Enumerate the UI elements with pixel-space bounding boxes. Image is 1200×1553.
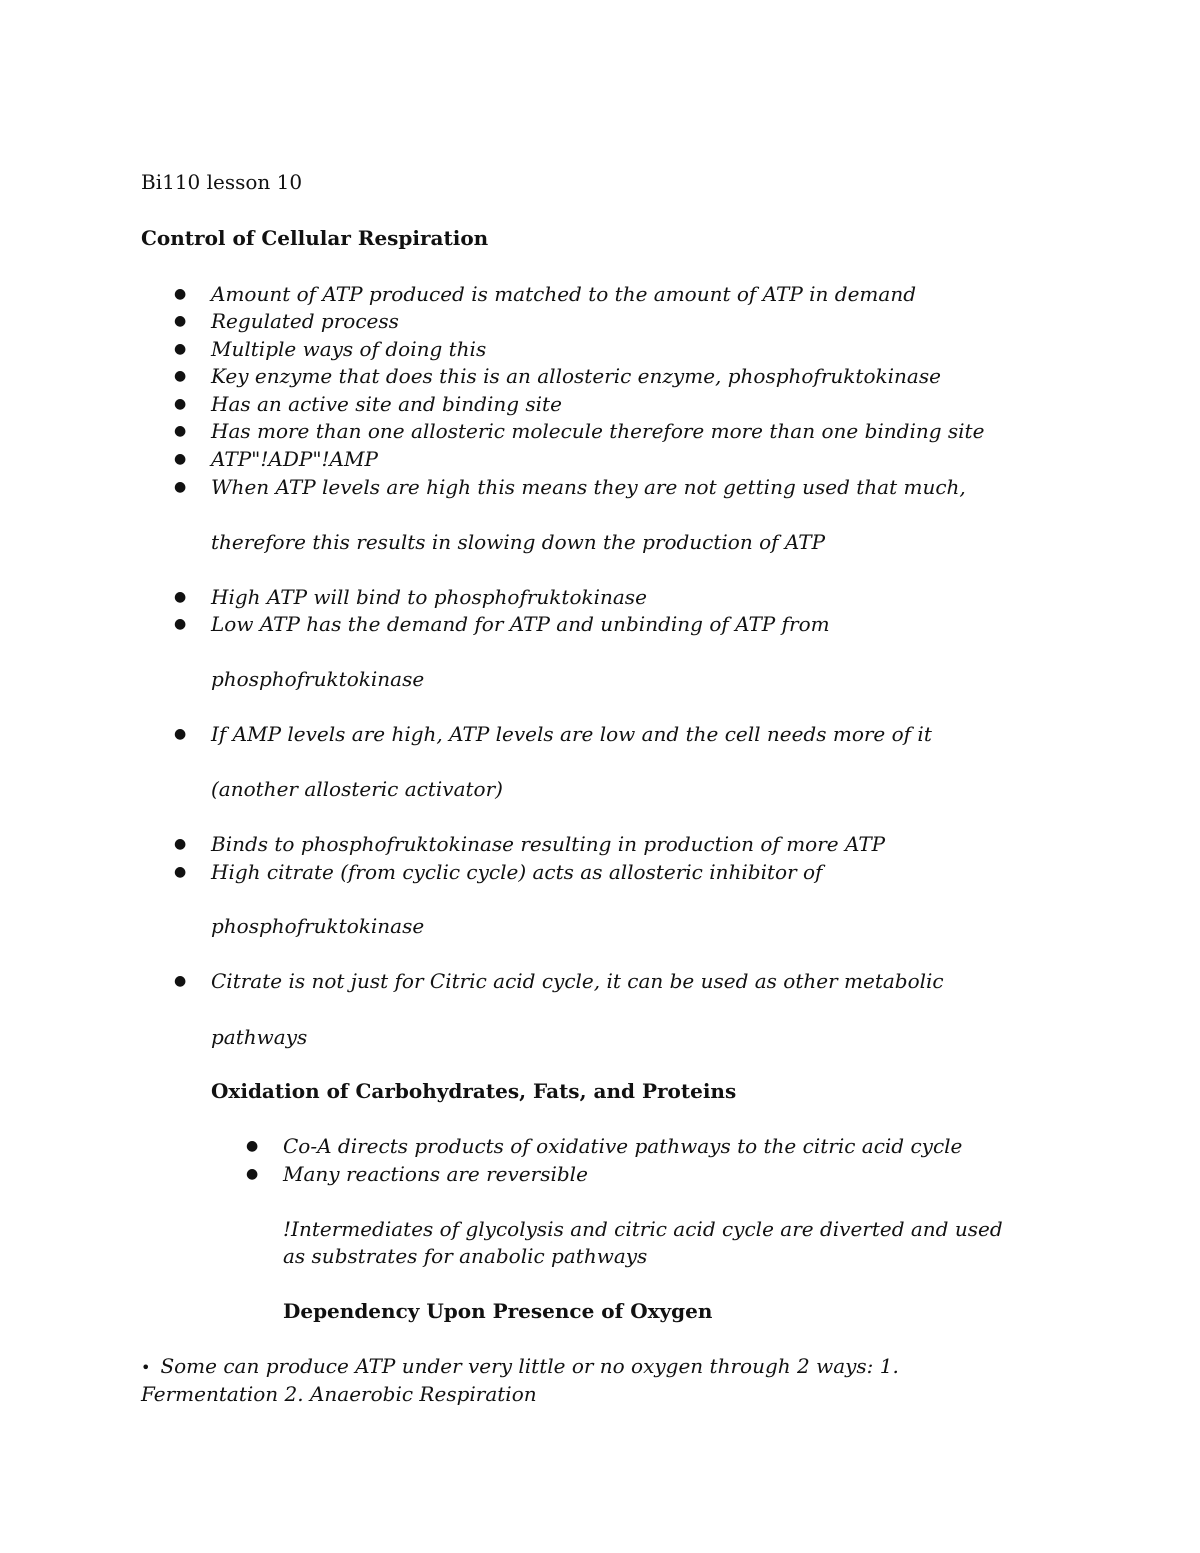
list-item: Co-A directs products of oxidative pathways to the citric acid cycle	[283, 1134, 963, 1158]
continuation-text: phosphofruktokinase	[211, 914, 425, 938]
paragraph-text: Some can produce ATP under very little or no oxygen through 2 ways: 1. Fermentation 2. Anaerobic Respiration	[141, 1354, 899, 1406]
paragraph-oxygen	[141, 1353, 1021, 1408]
list-item: Citrate is not just for Citric acid cycle, it can be used as other metabolic	[211, 969, 944, 993]
bullet-icon: •	[141, 1358, 151, 1377]
document-title: Bi110 lesson 10	[141, 170, 303, 194]
continuation-text: therefore this results in slowing down the production of ATP	[211, 530, 826, 554]
bullet-icon: ●	[174, 451, 187, 467]
list-item: High citrate (from cyclic cycle) acts as allosteric inhibitor of	[211, 860, 823, 884]
list-item: ATP"!ADP"!AMP	[211, 447, 378, 471]
bullet-icon: ●	[174, 864, 187, 880]
section-heading-oxidation: Oxidation of Carbohydrates, Fats, and Proteins	[211, 1079, 737, 1103]
list-item: High ATP will bind to phosphofruktokinase	[211, 585, 647, 609]
bullet-icon: ●	[174, 341, 187, 357]
bullet-icon: ●	[174, 836, 187, 852]
list-item: Has an active site and binding site	[211, 392, 562, 416]
list-item: Binds to phosphofruktokinase resulting in production of more ATP	[211, 832, 886, 856]
section-heading-control: Control of Cellular Respiration	[141, 226, 489, 250]
bullet-icon: ●	[174, 368, 187, 384]
bullet-icon: ●	[174, 589, 187, 605]
list-item: Key enzyme that does this is an allosteric enzyme, phosphofruktokinase	[211, 364, 941, 388]
bullet-icon: ●	[246, 1166, 259, 1182]
bullet-icon: ●	[246, 1138, 259, 1154]
continuation-text: (another allosteric activator)	[211, 777, 503, 801]
list-item: Amount of ATP produced is matched to the amount of ATP in demand	[211, 282, 916, 306]
continuation-text: pathways	[211, 1025, 308, 1049]
bullet-icon: ●	[174, 616, 187, 632]
list-item: Has more than one allosteric molecule therefore more than one binding site	[211, 419, 985, 443]
list-item: Many reactions are reversible	[283, 1162, 588, 1186]
list-item: When ATP levels are high this means they are not getting used that much,	[211, 475, 966, 499]
bullet-icon: ●	[174, 286, 187, 302]
bullet-icon: ●	[174, 726, 187, 742]
bullet-icon: ●	[174, 396, 187, 412]
list-item: Multiple ways of doing this	[211, 337, 487, 361]
list-item: Regulated process	[211, 309, 399, 333]
note-text: !Intermediates of glycolysis and citric acid cycle are diverted and used as substrates for anabolic pathways	[283, 1217, 1003, 1268]
bullet-icon: ●	[174, 479, 187, 495]
list-item: Low ATP has the demand for ATP and unbinding of ATP from	[211, 612, 830, 636]
bullet-icon: ●	[174, 423, 187, 439]
continuation-text: phosphofruktokinase	[211, 667, 425, 691]
list-item: If AMP levels are high, ATP levels are low and the cell needs more of it	[211, 722, 932, 746]
section-heading-oxygen: Dependency Upon Presence of Oxygen	[283, 1299, 713, 1323]
bullet-icon: ●	[174, 313, 187, 329]
bullet-icon: ●	[174, 973, 187, 989]
